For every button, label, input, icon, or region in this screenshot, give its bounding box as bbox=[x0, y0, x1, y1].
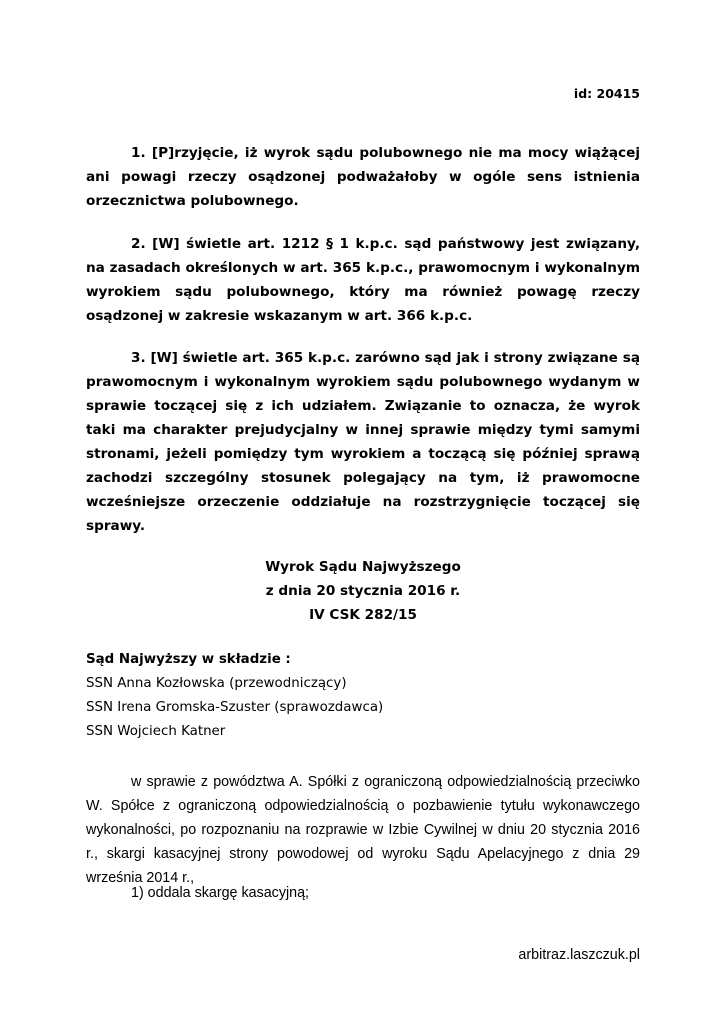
case-description: w sprawie z powództwa A. Spółki z ograniczoną odpowiedzialnością przeciwko W. Spółce z ograniczoną odpowiedzialnością o pozbawienie tytułu wykonawczego wykonalności, po rozpoznaniu na rozprawie w Izbie Cywilnej w dniu 20 stycznia 2016 r., skargi kasacyjnej strony powodowej od wyroku Sądu Apelacyjnego z dnia 29 września 2014 r., bbox=[86, 774, 640, 886]
judgment-heading bbox=[86, 555, 640, 627]
decision-item: 1) oddala skargę kasacyjną; bbox=[131, 885, 310, 901]
court-panel bbox=[86, 648, 640, 744]
panel-member: SSN Irena Gromska-Szuster (sprawozdawca) bbox=[86, 700, 384, 715]
thesis-1: 1. [P]rzyjęcie, iż wyrok sądu polubownego nie ma mocy wiążącej ani powagi rzeczy osądzonej podważałoby w ogóle sens istnienia orzecznictwa polubownego. bbox=[86, 145, 640, 209]
thesis-2: 2. [W] świetle art. 1212 § 1 k.p.c. sąd państwowy jest związany, na zasadach określonych w art. 365 k.p.c., prawomocnym i wykonalnym wyrokiem sądu polubownego, który ma również powagę rzeczy osądzonej w zakresie wskazanym w art. 366 k.p.c. bbox=[86, 236, 640, 324]
panel-member: SSN Wojciech Katner bbox=[86, 724, 226, 739]
thesis-3: 3. [W] świetle art. 365 k.p.c. zarówno sąd jak i strony związane są prawomocnym i wykonalnym wyrokiem sądu polubownego wydanym w sprawie toczącej się z ich udziałem. Związanie to oznacza, że wyrok taki ma charakter prejudycjalny w innej sprawie między tymi samymi stronami, jeżeli pomiędzy tym wyrokiem a toczącą się później sprawą zachodzi szczególny stosunek polegający na tym, iż prawomocne wcześniejsze orzeczenie oddziałuje na rozstrzygnięcie toczącej się sprawy. bbox=[86, 350, 640, 534]
document-page bbox=[86, 0, 640, 1024]
footer-source: arbitraz.laszczuk.pl bbox=[518, 947, 640, 963]
case-number: IV CSK 282/15 bbox=[309, 607, 417, 623]
panel-title: Sąd Najwyższy w składzie : bbox=[86, 652, 291, 667]
panel-member: SSN Anna Kozłowska (przewodniczący) bbox=[86, 676, 347, 691]
document-id: id: 20415 bbox=[573, 86, 640, 101]
judgment-title: Wyrok Sądu Najwyższego bbox=[265, 559, 461, 575]
judgment-date: z dnia 20 stycznia 2016 r. bbox=[265, 583, 461, 599]
